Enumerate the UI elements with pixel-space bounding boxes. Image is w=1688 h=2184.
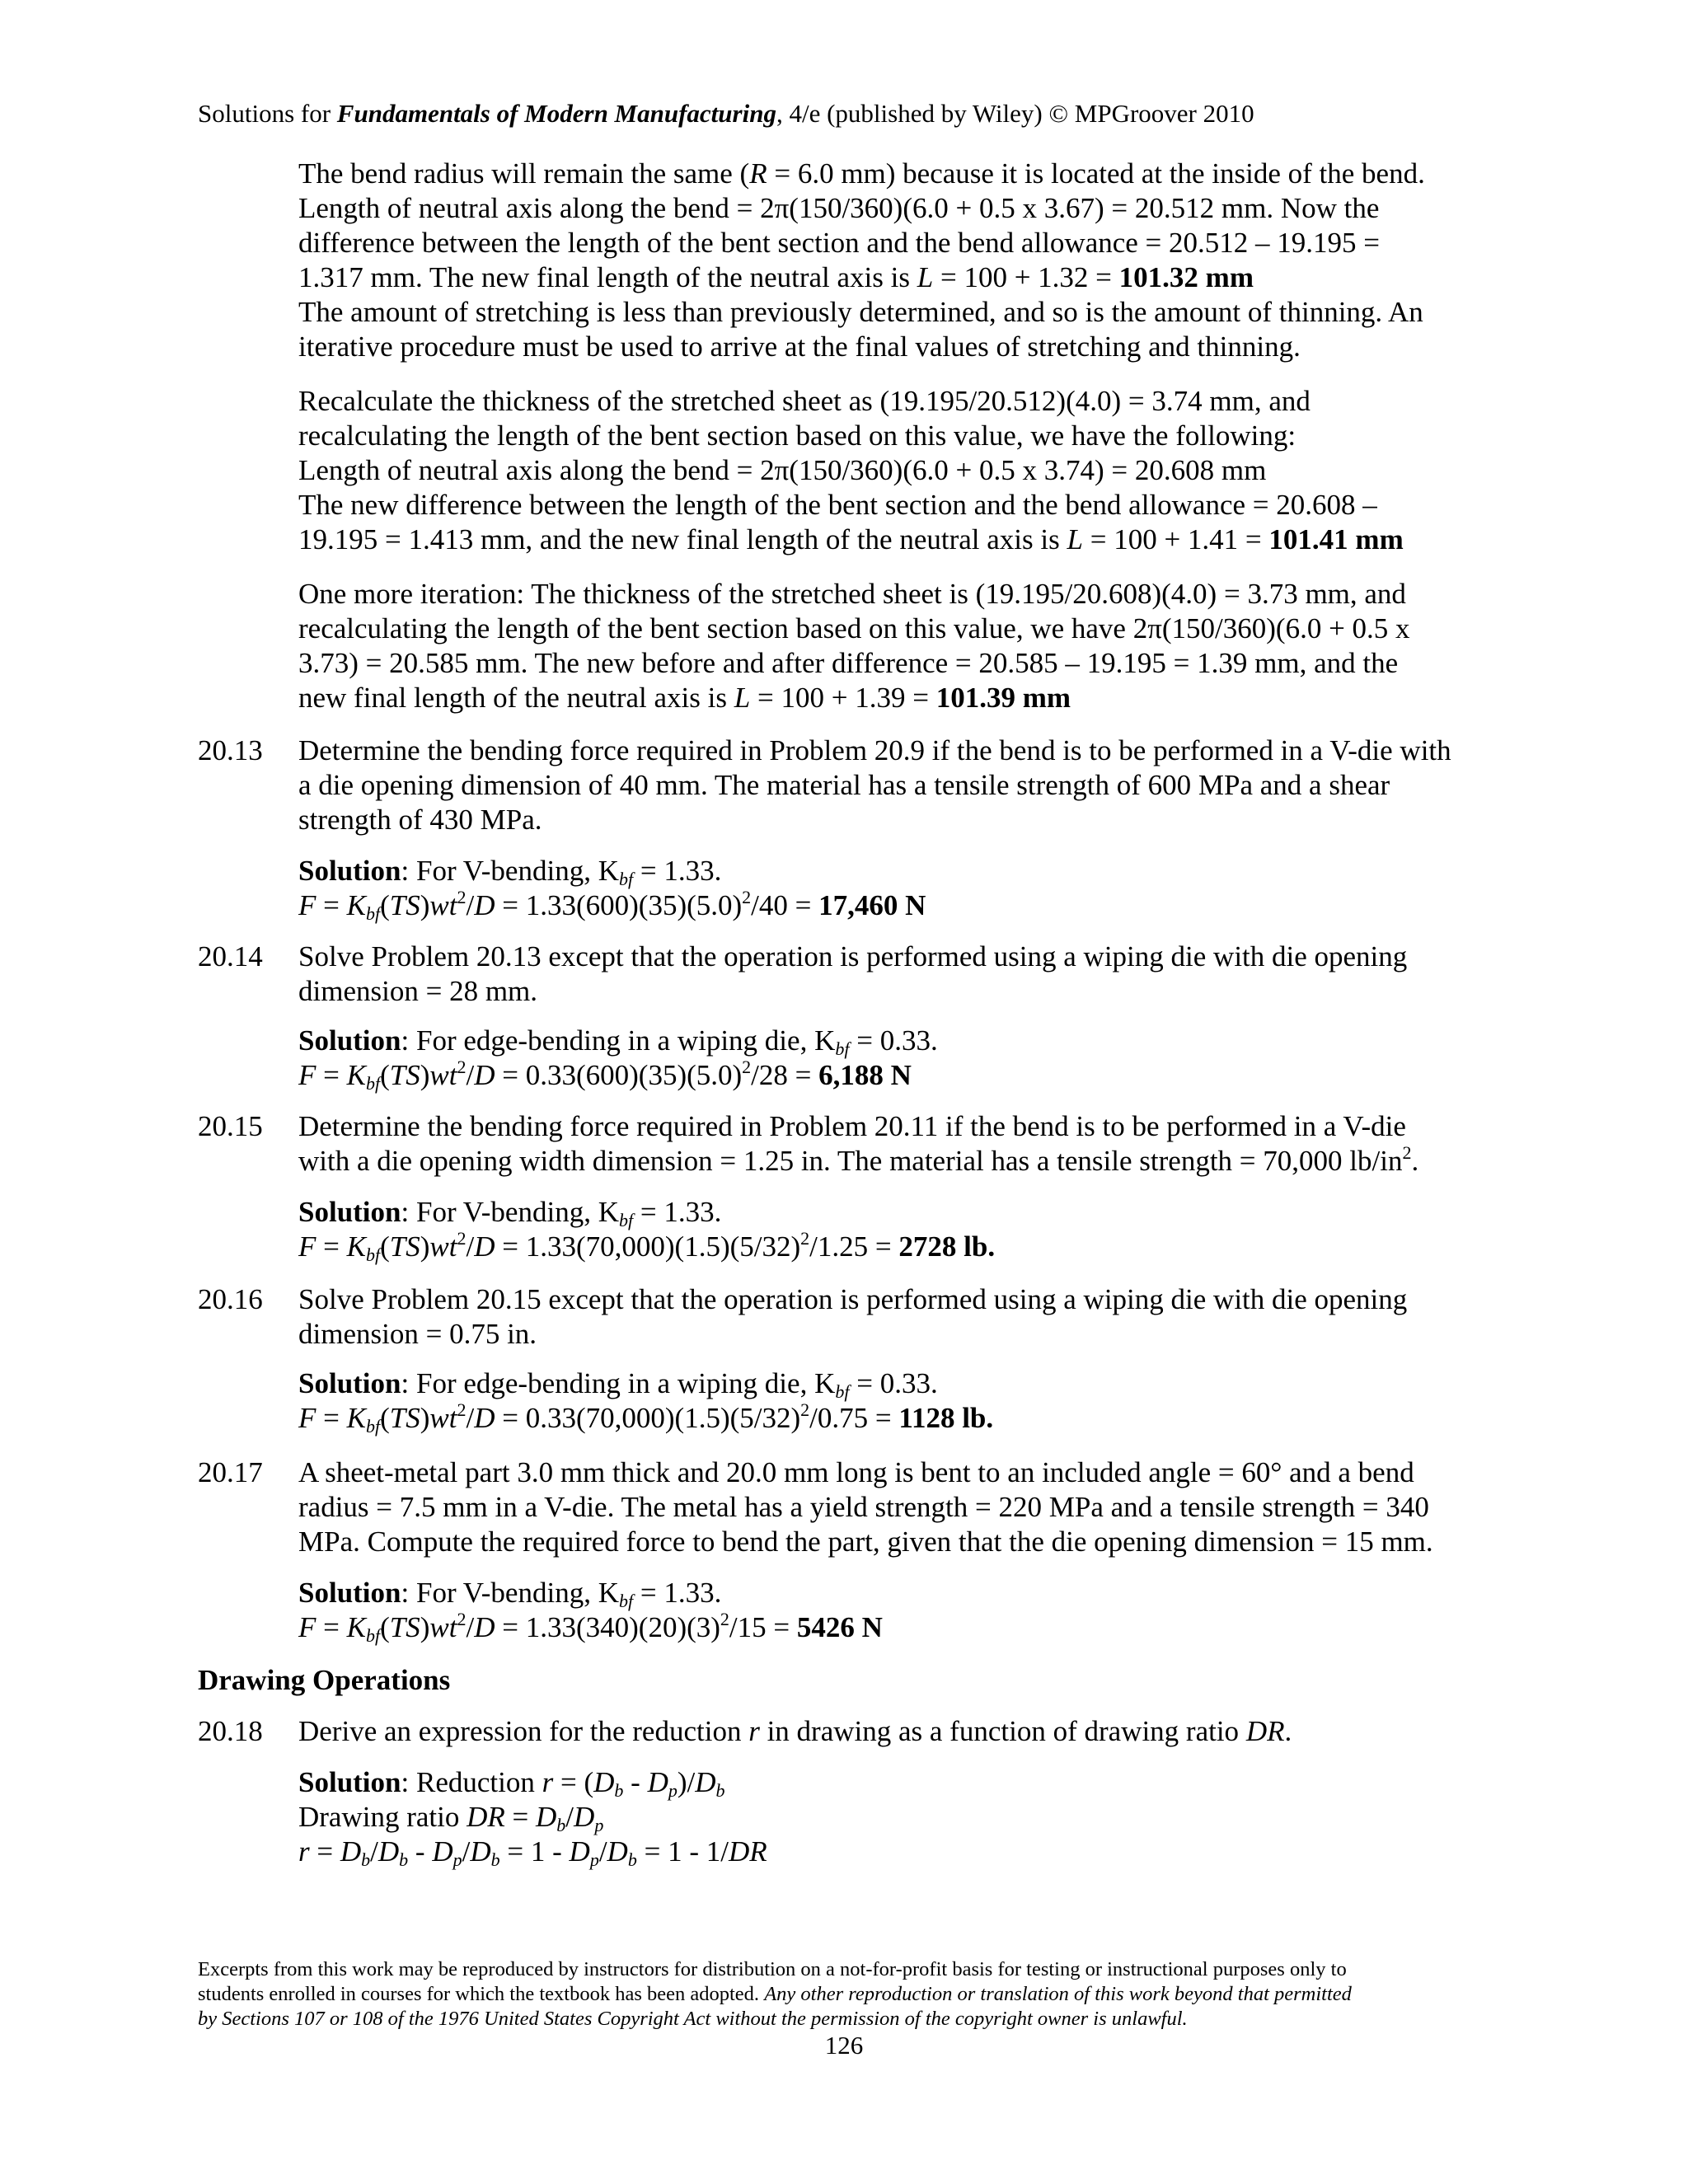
result-value: 101.32 mm [1118,261,1254,293]
text-line [298,1714,1485,1749]
solution [298,1366,1485,1436]
text-line: The new difference between the length of the bent section and the bend allowance = 20.608 – [298,489,1377,521]
text: r [748,1715,760,1747]
text: = 0.33. [849,1024,938,1057]
equation-line: $F = K_{bf}(TS)wt^2/D = 1.33(340)(20)(3)^2/15 = 5426$ N [298,1609,883,1646]
equation-line: $r = D_b/D_b - D_p/D_b = 1 - D_p/D_b = 1 - 1/DR$ [298,1835,767,1870]
text: = 0.33(70,000)(1.5)(5/32) [495,1402,801,1434]
subscript: bf [618,869,634,889]
equation-line: $F = K_{bf}(TS)wt^2/D = 1.33(70,000)(1.5)(5/32)^2/1.25 = 2728$ lb. [298,1228,996,1265]
text-line: A sheet-metal part 3.0 mm thick and 20.0 mm long is bent to an included angle = 60° and a bend [298,1456,1414,1488]
text: = 1.33. [633,855,722,887]
text: : For V-bending, K [401,1196,619,1228]
text-line: 19.195 = 1.413 mm, and the new final length of the neutral axis is L = 100 + 1.41 = 101.41 mm [298,523,1404,555]
text-line: The amount of stretching is less than previously determined, and so is the amount of thinning. An [298,296,1423,328]
answer: 17,460 N [818,889,926,921]
answer: 2728 lb. [898,1230,996,1263]
text-line: The bend radius will remain the same (R = 6.0 mm) because it is located at the inside of the bend. [298,157,1425,190]
text: /40 = [751,889,819,921]
problem-number: 20.17 [198,1456,263,1488]
problem-statement [298,1455,1485,1559]
footer-line: Excerpts from this work may be reproduced by instructors for distribution on a not-for-profit basis for testing or instructional purposes only to [198,1958,1347,1980]
solution-label: Solution [298,1577,401,1609]
text: = 0.33. [849,1367,938,1399]
text-line: Solve Problem 20.13 except that the operation is performed using a wiping die with die opening [298,940,1408,972]
text: : For edge-bending in a wiping die, K [401,1367,836,1399]
problem-statement [298,1109,1485,1179]
text-line: One more iteration: The thickness of the stretched sheet is (19.195/20.608)(4.0) = 3.73 mm, and [298,578,1406,610]
text-line: 1.317 mm. The new final length of the neutral axis is L = 100 + 1.32 = 101.32 mm [298,261,1254,293]
problem-number: 20.15 [198,1110,263,1142]
header-suffix: , 4/e (published by Wiley) © MPGroover 2010 [776,99,1254,128]
solution-line [298,854,1485,888]
text-line: new final length of the neutral axis is L = 100 + 1.39 = 101.39 mm [298,682,1071,714]
equation-line: $F = K_{bf}(TS)wt^2/D = 0.33(70,000)(1.5)(5/32)^2/0.75 = 1128$ lb. [298,1399,994,1436]
solution-line [298,1195,1485,1230]
text-line: Recalculate the thickness of the stretched sheet as (19.195/20.512)(4.0) = 3.74 mm, and [298,385,1311,417]
problem-statement [298,733,1485,837]
equation-line: $F = K_{bf}(TS)wt^2/D = 1.33(600)(35)(5.0)^2/40 = 17,460$ N [298,887,926,924]
copyright-footer [198,1957,1484,2032]
answer: 5426 N [796,1611,883,1643]
text: /1.25 = [809,1230,899,1263]
iteration-paragraph [298,577,1485,715]
text: Any other reproduction or translation of this work beyond that permitted [764,1983,1352,2005]
text-line: Determine the bending force required in Problem 20.9 if the bend is to be performed in a V-die with [298,734,1451,766]
text: with a die opening width dimension = 1.25 in. The material has a tensile strength = 70,000 lb/in [298,1145,1403,1177]
text-line: Determine the bending force required in Problem 20.11 if the bend is to be performed in a V-die [298,1110,1406,1142]
solution-line [298,1366,1485,1401]
section-heading: Drawing Operations [198,1664,451,1696]
header-book-title: Fundamentals of Modern Manufacturing [336,99,776,128]
subscript: bf [618,1591,634,1611]
footer-line [198,1982,1484,2007]
text: : Reduction [401,1766,542,1798]
problem-statement [298,1282,1485,1352]
text: in drawing as a function of drawing ratio [759,1715,1246,1747]
result-value: 101.39 mm [935,682,1071,714]
solution [298,1024,1485,1093]
text: : For V-bending, K [401,855,619,887]
text: . [1284,1715,1292,1747]
problem-statement [298,940,1485,1009]
text-line: MPa. Compute the required force to bend the part, given that the die opening dimension = 15 mm. [298,1526,1433,1558]
solution-continuation-paragraph [298,157,1485,364]
solution-label: Solution [298,855,401,887]
text: = 1.33(340)(20)(3) [495,1611,720,1643]
problem-number: 20.13 [198,734,263,766]
text-line: 3.73) = 20.585 mm. The new before and after difference = 20.585 – 19.195 = 1.39 mm, and the [298,647,1399,679]
text: = 1.33. [633,1196,722,1228]
text: DR [1245,1715,1285,1747]
footer-line: by Sections 107 or 108 of the 1976 United States Copyright Act without the permission of the copyright owner is unlawful. [198,2008,1188,2030]
text: students enrolled in courses for which the textbook has been adopted. [198,1983,765,2005]
page-number: 126 [824,2031,864,2060]
running-header [198,97,1254,130]
answer: 1128 lb. [898,1402,994,1434]
result-value: 101.41 mm [1268,523,1404,555]
text: = 1.33. [633,1577,722,1609]
problem-number: 20.16 [198,1283,263,1315]
header-prefix: Solutions for [198,99,337,128]
solution-label: Solution [298,1766,401,1798]
text: = 0.33(600)(35)(5.0) [495,1059,743,1091]
text-line: iterative procedure must be used to arrive at the final values of stretching and thinning. [298,330,1301,363]
text: /0.75 = [809,1402,899,1434]
solution-label: Solution [298,1367,401,1399]
problem-number: 20.18 [198,1715,263,1747]
text-line: dimension = 28 mm. [298,975,538,1007]
text-line: a die opening dimension of 40 mm. The material has a tensile strength of 600 MPa and a shear [298,769,1390,801]
solution [298,854,1485,923]
subscript: bf [835,1381,850,1402]
equation-line: $F = K_{bf}(TS)wt^2/D = 0.33(600)(35)(5.0)^2/28 = 6,188$ N [298,1057,912,1094]
problem-number: 20.14 [198,940,263,972]
text-line: Solve Problem 20.15 except that the operation is performed using a wiping die with die opening [298,1283,1408,1315]
text-line: Length of neutral axis along the bend = 2π(150/360)(6.0 + 0.5 x 3.74) = 20.608 mm [298,454,1267,486]
text-line: difference between the length of the bent section and the bend allowance = 20.512 – 19.195 = [298,227,1381,259]
text-line: dimension = 0.75 in. [298,1318,537,1350]
problem-statement [298,1714,1485,1749]
text: = 1.33(70,000)(1.5)(5/32) [495,1230,801,1263]
text-line: recalculating the length of the bent section based on this value, we have 2π(150/360)(6.0 + 0.5 x [298,612,1410,644]
solution-label: Solution [298,1024,401,1057]
text-line: strength of 430 MPa. [298,804,542,836]
text: Derive an expression for the reduction [298,1715,749,1747]
recalculation-paragraph [298,384,1485,557]
text: Drawing ratio [298,1801,467,1833]
subscript: bf [835,1038,850,1059]
solution [298,1765,1485,1869]
solution-line [298,1576,1485,1610]
text-line: recalculating the length of the bent section based on this value, we have the following: [298,419,1296,452]
text: : For edge-bending in a wiping die, K [401,1024,836,1057]
equation-line: Drawing ratio DR = $D_b/D_p$ [298,1801,604,1835]
text: /28 = [751,1059,819,1091]
text: : For V-bending, K [401,1577,619,1609]
answer: 6,188 N [818,1059,912,1091]
text-line: radius = 7.5 mm in a V-die. The metal has a yield strength = 220 MPa and a tensile strength = 340 [298,1491,1429,1523]
solution-label: Solution [298,1196,401,1228]
text-line: Length of neutral axis along the bend = 2π(150/360)(6.0 + 0.5 x 3.67) = 20.512 mm. Now the [298,192,1380,224]
text-line: with a die opening width dimension = 1.25 in. The material has a tensile strength = 70,000 $lb/in^2$. [298,1142,1419,1177]
solution [298,1576,1485,1645]
solution-line [298,1024,1485,1058]
solution-line: Solution: Reduction $r = (D_b - D_p)/D_b$ [298,1766,725,1801]
subscript: bf [618,1210,634,1230]
text: = 1.33(600)(35)(5.0) [495,889,743,921]
solution [298,1195,1485,1264]
text: /15 = [729,1611,797,1643]
